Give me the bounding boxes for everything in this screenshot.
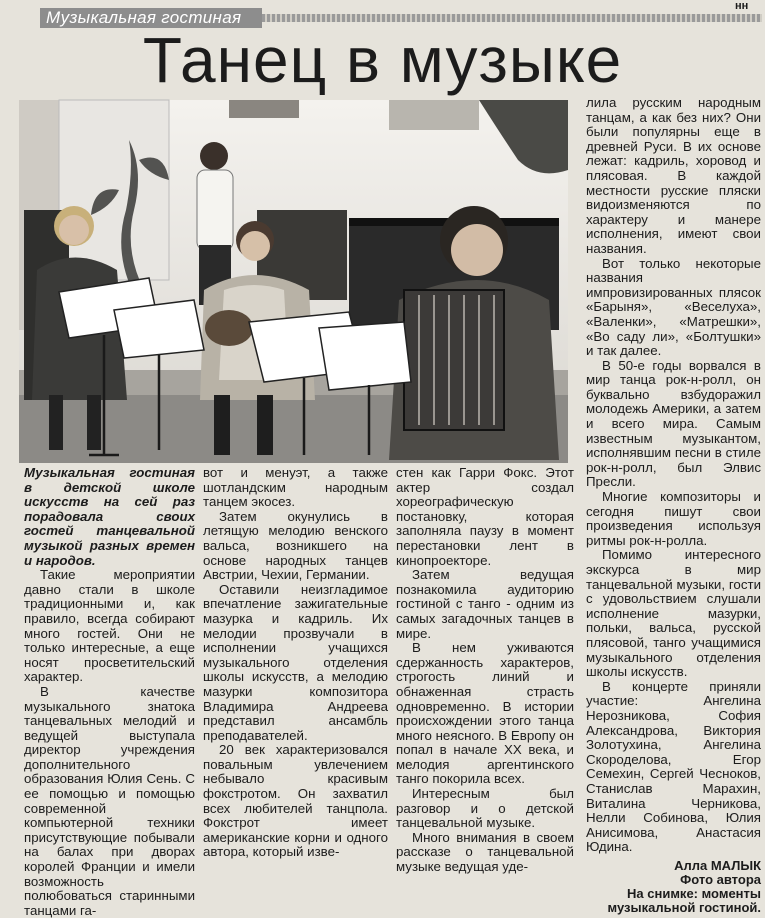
article-column-3 [396, 466, 574, 875]
photo-credit: Фото автора [680, 871, 761, 887]
paragraph: Помимо интересного экскурса в мир танцевальной музыки, гости с удовольствием слушали исполнение мазурки, польки, вальса, русской плясовой, танго учащимися музыкального отделения школы искусств. [586, 547, 761, 680]
rubric-label: Музыкальная гостиная [46, 8, 242, 27]
concert-photo-icon [19, 100, 568, 463]
paragraph: лила русским народным танцам, а как без них? Они были популярны еще в древней Руси. В их основе лежат: кадриль, хоровод и плясовая. В каждой местности русские пляски видоизменяются по характеру и манере исполнения, имеют свои названия. [586, 95, 761, 256]
paragraph: Такие мероприятии давно стали в школе традиционными и, как правило, всегда собирают много гостей. Они не только интересные, а еще носят просветительский характер. [24, 567, 195, 685]
headline: Танец в музыке [142, 24, 623, 96]
paragraph: В нем уживаются сдержанность характеров, строгость линий и обнаженная страсть одновременно. В истории происхождении этого танца много неясного. В Европу он попал в начале XX века, и мелодия аргентинского танго покорила всех. [396, 640, 574, 787]
paragraph: В 50-е годы ворвался в мир танца рок-н-ролл, он буквально взбудоражил молодежь Америки, а затем и всего мира. Самым известным музыкантом, исполнявшим песни в стиле рок-н-ролл, был Элвис Пресли. [586, 357, 761, 490]
paragraph: Затем ведущая познакомила аудиторию гостиной с танго - одним из самых загадочных танцев в мире. [396, 567, 574, 641]
photo-caption: Музыкальная гостиная в детской школе искусств на сей раз порадовала своих гостей танцевальной музыкой разных времен и народов. [24, 465, 195, 568]
paragraph: Многие композиторы и сегодня пишут свои произведения используя ритмы рок-н-ролла. [586, 489, 761, 548]
header-rule [262, 14, 762, 22]
paragraph: 20 век характеризовался повальным увлечением небывало красивым фокстротом. Он захватил всех любителей танцпола. Фокстрот имеет американские корни и одного автора, который изве- [203, 742, 388, 860]
paragraph: стен как Гарри Фокс. Этот актер создал хореографическую постановку, которая заполняла паузу в момент перестановки лент в кинопроекторе. [396, 465, 574, 568]
article-column-1 [24, 466, 195, 918]
article-column-2 [203, 466, 388, 860]
paragraph: В качестве музыкального знатока танцевальных мелодий и ведущей выступала директор учреждения дополнительного образования Юлия Сень. С ее помощью и помощью современной компьютерной техники присутствующие побывали на балах при дворах королей Франции и имели возможность полюбоваться старинными танцами га- [24, 683, 195, 918]
paragraph: В концерте приняли участие: Ангелина Нерозникова, София Александрова, Виктория Золотухина, Ангелина Скороделова, Егор Семехин, Сергей Чесноков, Станислав Марахин, Виталина Черникова, Нелли Собинова, Юлия Анисимова, Анастасия Юдина. [586, 678, 761, 855]
article-column-4 [586, 96, 761, 915]
byline [586, 859, 761, 915]
paragraph: Интересным был разговор и о детской танцевальной музыке. [396, 786, 574, 831]
author-name: Алла МАЛЫК [674, 857, 761, 873]
paragraph: Оставили неизгладимое впечатление зажигательные мазурка и кадриль. Их мелодии прозвучали в исполнении учащихся музыкального отделения школы искусств, а мелодию мазурки композитора Владимира Андреева представил ансамбль преподавателей. [203, 581, 388, 743]
paragraph: Много внимания в своем рассказе о танцевальной музыке ведущая уде- [396, 829, 574, 875]
paragraph: вот и менуэт, а также шотландским народным танцем экосез. [203, 465, 388, 510]
photo-note: На снимке: моменты музыкальной гостиной. [607, 885, 761, 915]
concert-photo [19, 100, 568, 463]
page-number: нн [735, 0, 749, 12]
paragraph: Вот только некоторые названия импровизированных плясок «Барыня», «Веселуха», «Валенки», «Матрешки», «Во саду ли», «Болтушки» и так далее. [586, 255, 761, 359]
paragraph: Затем окунулись в летящую мелодию венского вальса, возникшего на основе народных танцев Австрии, Чехии, Германии. [203, 508, 388, 583]
